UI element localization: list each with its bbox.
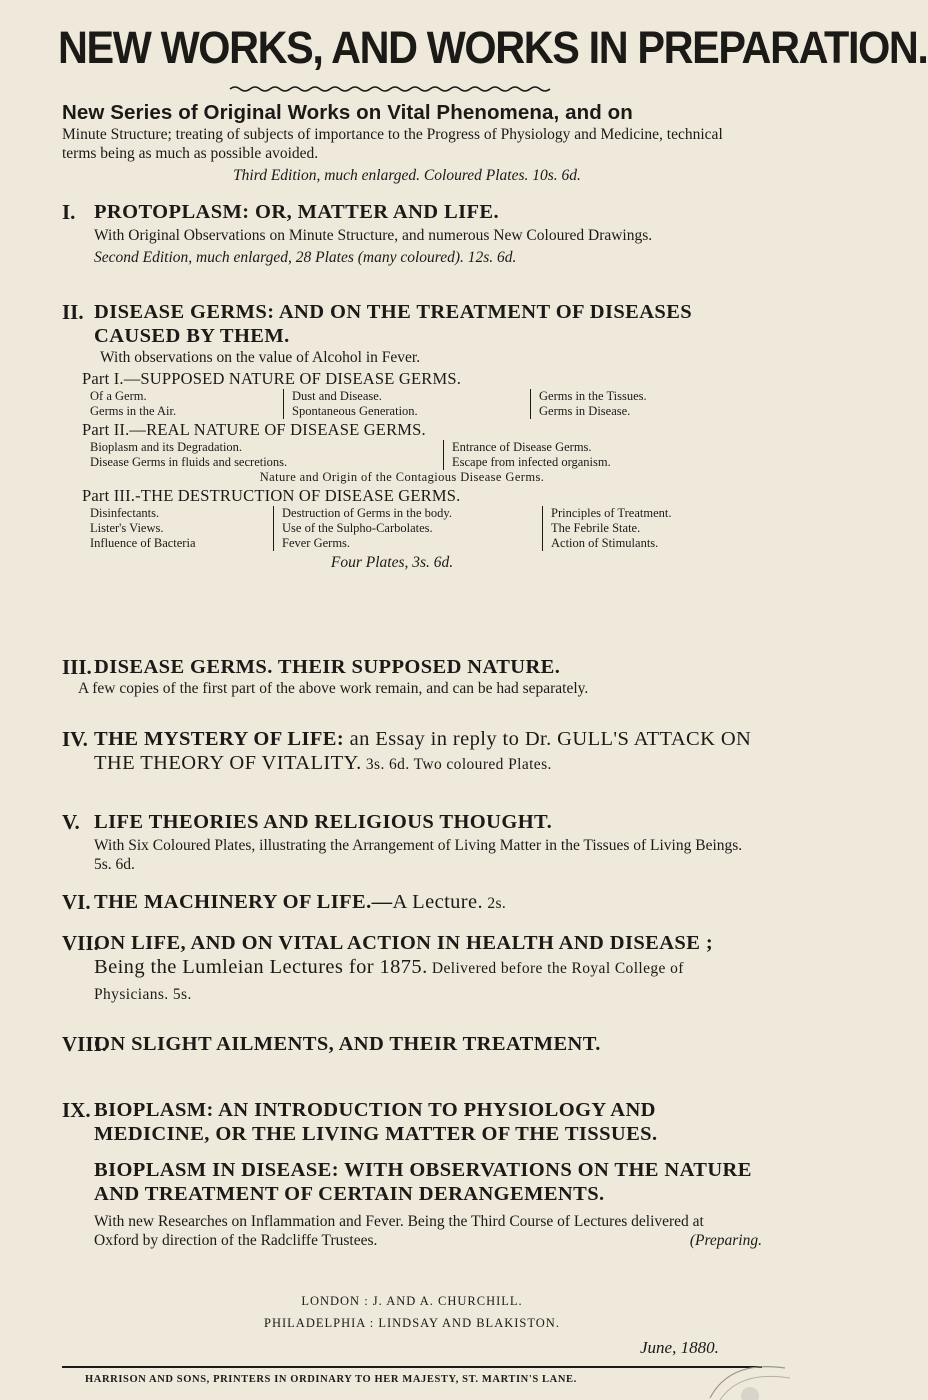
work-title-rest: Being the Lumleian Lectures for 1875. (94, 956, 428, 978)
work-number: III. (62, 655, 92, 679)
work-price: Delivered before the Royal College of Physicians. 5s. (94, 960, 684, 1003)
topic: Of a Germ. (90, 389, 147, 403)
work-price: 3s. 6d. Two coloured Plates. (361, 756, 552, 773)
work-title (94, 727, 752, 777)
topic: Disinfectants. (90, 506, 160, 520)
work-description: With observations on the value of Alcohol in Fever. (100, 349, 421, 366)
wavy-rule (230, 84, 550, 94)
topic: Germs in the Tissues. (539, 389, 647, 403)
work-number: V. (62, 810, 80, 834)
topic-column (82, 389, 283, 419)
topic: Destruction of Germs in the body. (282, 506, 452, 520)
topic: Dust and Disease. (292, 389, 382, 403)
work-title: ON SLIGHT AILMENTS, AND THEIR TREATMENT. (94, 1033, 601, 1055)
library-stamp-mark (690, 1360, 800, 1400)
work-title (94, 931, 752, 1007)
part-heading: Part II.—REAL NATURE OF DISEASE GERMS. (82, 420, 426, 439)
work-item-1 (62, 200, 752, 267)
topic: Bioplasm and its Degradation. (90, 440, 243, 454)
topic: Escape from infected organism. (452, 455, 611, 469)
publication-date: June, 1880. (640, 1338, 719, 1357)
work-title-rest: an Essay in reply to Dr. GULL'S ATTACK ON THE THEORY OF VITALITY. (94, 728, 752, 774)
work-description: With Six Coloured Plates, illustrating the Arrangement of Living Matter in the Tissues of Living Beings. 5s. 6d. (94, 837, 743, 873)
work-item-9 (62, 1098, 762, 1250)
work-description: With Original Observations on Minute Structure, and numerous New Coloured Drawings. (94, 227, 653, 244)
part-topics (82, 506, 752, 551)
topic-column (443, 440, 619, 470)
part-topics (82, 389, 752, 419)
topic: Spontaneous Generation. (292, 404, 418, 418)
work-description: With new Researches on Inflammation and Fever. Being the Third Course of Lectures delivered at Oxford by direction of the Radcliffe Trustees. (94, 1213, 704, 1249)
topic: Germs in Disease. (539, 404, 631, 418)
work-title: DISEASE GERMS: AND ON THE TREATMENT OF DISEASES CAUSED BY THEM. (94, 301, 693, 347)
topic: Action of Stimulants. (551, 536, 659, 550)
topic: Influence of Bacteria (90, 536, 196, 550)
work-plates-note: Four Plates, 3s. 6d. (330, 554, 454, 571)
topic-column (82, 506, 273, 551)
work-subtitle: BIOPLASM IN DISEASE: WITH OBSERVATIONS ON THE NATURE AND TREATMENT OF CERTAIN DERANGEMENTS. (94, 1159, 752, 1205)
topic: Use of the Sulpho-Carbolates. (282, 521, 433, 535)
topic: Disease Germs in fluids and secretions. (90, 455, 288, 469)
publisher-philadelphia: PHILADELPHIA : LINDSAY AND BLAKISTON. (264, 1316, 560, 1330)
work-title: BIOPLASM: AN INTRODUCTION TO PHYSIOLOGY AND MEDICINE, OR THE LIVING MATTER OF THE TISSUES. (94, 1099, 658, 1145)
series-title: New Series of Original Works on Vital Phenomena, and on (62, 101, 633, 124)
work-item-2 (62, 300, 752, 572)
work-item-5 (62, 810, 752, 874)
work-edition-note: Second Edition, much enlarged, 28 Plates (many coloured). 12s. 6d. (94, 249, 517, 266)
printer-imprint: HARRISON AND SONS, PRINTERS IN ORDINARY TO HER MAJESTY, ST. MARTIN'S LANE. (85, 1374, 577, 1385)
series-description: Minute Structure; treating of subjects of importance to the Progress of Physiology and Medicine, technical terms being as much as possible avoided. (62, 126, 723, 162)
part-heading: Part I.—SUPPOSED NATURE OF DISEASE GERMS. (82, 369, 462, 388)
work-title: DISEASE GERMS. THEIR SUPPOSED NATURE. (94, 656, 561, 678)
topic-column (273, 506, 542, 551)
part-1 (82, 369, 752, 419)
work-item-4 (62, 727, 752, 777)
topic-column (82, 440, 443, 470)
work-number: VIII. (62, 1032, 107, 1056)
work-number: VII. (62, 931, 99, 955)
part-heading: Part III.-THE DESTRUCTION OF DISEASE GERMS. (82, 486, 461, 505)
topic: Lister's Views. (90, 521, 164, 535)
work-description: A few copies of the first part of the above work remain, and can be had separately. (78, 680, 589, 697)
topic: Fever Germs. (282, 536, 351, 550)
topic: Entrance of Disease Germs. (452, 440, 592, 454)
series-intro (62, 100, 752, 185)
work-number: VI. (62, 890, 91, 914)
work-item-8 (62, 1032, 752, 1056)
topic-column (530, 389, 655, 419)
work-title: LIFE THEORIES AND RELIGIOUS THOUGHT. (94, 811, 553, 833)
work-title: PROTOPLASM: OR, MATTER AND LIFE. (94, 201, 499, 223)
work-number: I. (62, 200, 76, 224)
work-item-3 (62, 655, 752, 698)
topic-column (542, 506, 679, 551)
series-edition: Third Edition, much enlarged. Coloured Plates. 10s. 6d. (233, 167, 581, 184)
work-title-main: THE MACHINERY OF LIFE.— (94, 891, 393, 913)
page-title: NEW WORKS, AND WORKS IN PREPARATION. (58, 22, 928, 73)
publisher-london: LONDON : J. AND A. CHURCHILL. (301, 1294, 523, 1308)
work-number: IX. (62, 1098, 91, 1122)
part-footnote: Nature and Origin of the Contagious Disease Germs. (259, 470, 545, 484)
work-title-main: ON LIFE, AND ON VITAL ACTION IN HEALTH AND DISEASE ; (94, 932, 714, 954)
work-title-rest: A Lecture. (392, 891, 484, 913)
work-price: 2s. (483, 895, 507, 912)
topic: Principles of Treatment. (551, 506, 672, 520)
work-title (94, 890, 752, 916)
part-3 (82, 486, 752, 572)
work-status: (Preparing. (689, 1232, 762, 1249)
topic: The Febrile State. (551, 521, 641, 535)
work-number: II. (62, 300, 84, 324)
topic: Germs in the Air. (90, 404, 177, 418)
footer-rule (62, 1366, 762, 1368)
work-number: IV. (62, 727, 88, 751)
part-2 (82, 420, 752, 485)
topic-column (283, 389, 530, 419)
work-item-7 (62, 931, 752, 1007)
part-topics (82, 440, 752, 470)
work-title-main: THE MYSTERY OF LIFE: (94, 728, 345, 750)
work-item-6 (62, 890, 752, 916)
